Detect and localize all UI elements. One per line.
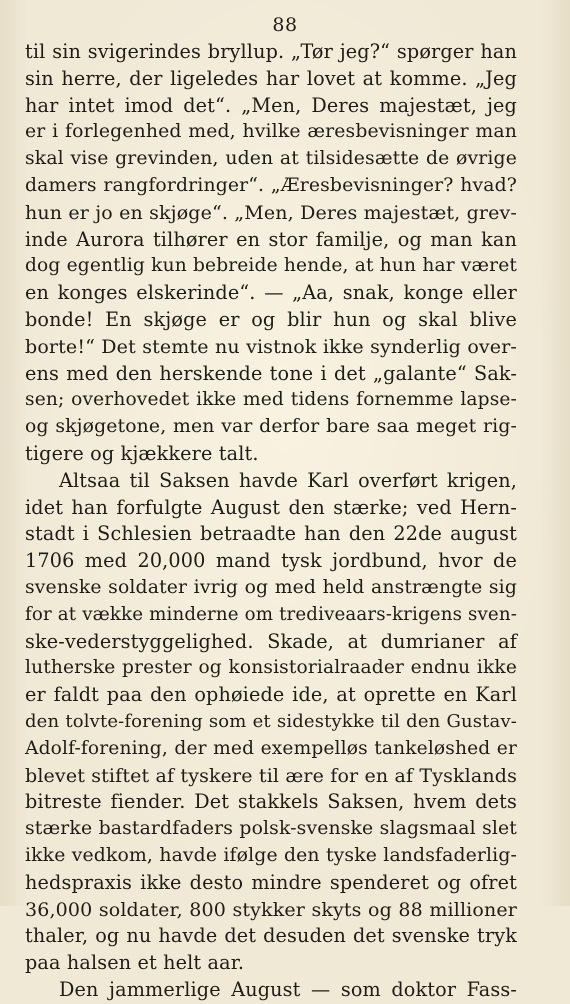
text-line: stærke bastardfaders polsk-svenske slagsmaal slet (25, 818, 517, 840)
text-line: Altsaa til Saksen havde Karl overført krigen, (59, 468, 517, 492)
text-line: 36,000 soldater, 800 stykker skyts og 88 millioner (25, 898, 517, 921)
text-line: 1706 med 20,000 mand tysk jordbund, hvor de (25, 549, 517, 573)
text-line: tigere og kjækkere talt. (25, 441, 259, 465)
text-line: sin herre, der ligeledes har lovet at komme. „Jeg (25, 66, 517, 90)
text-line: paa halsen et helt aar. (25, 951, 245, 975)
text-line: hedspraxis ikke desto mindre spenderet og ofret (25, 870, 517, 894)
text-line: inde Aurora tilhører en stor familje, og man kan (25, 227, 517, 251)
text-line: skal vise grevinden, uden at tilsidesætte de øvrige (25, 148, 517, 170)
text-line: ske-vederstyggelighed. Skade, at dumrianer af (25, 629, 517, 653)
text-line: sen; overhovedet ikke med tidens fornemme lapse- (25, 389, 517, 411)
text-line: svenske soldater ivrig og med held anstrængte sig (25, 576, 517, 598)
text-line: Den jammerlige August — som doktor Fass- (59, 977, 517, 1001)
text-line: til sin svigerindes bryllup. „Tør jeg?“ spørger han (25, 40, 517, 63)
text-line: idet han forfulgte August den stærke; ved Hern- (25, 495, 517, 519)
text-line: den tolvte-forening som et sidestykke til den Gustav- (25, 710, 517, 732)
text-line: lutherske prester og konsistorialraader endnu ikke (25, 657, 517, 679)
text-line: og skjøgetone, men var derfor bare saa meget rig- (25, 416, 517, 438)
page-number: 88 (272, 14, 298, 36)
body-text (25, 39, 517, 1004)
text-line: ens med den herskende tone i det „galante“ Sak- (25, 361, 517, 385)
text-line: er i forlegenhed med, hvilke æresbevisninger man (25, 121, 517, 143)
text-line: borte!“ Det stemte nu vistnok ikke synderlig over- (25, 335, 517, 358)
text-line: for at vække minderne om trediveaars-krigens sven- (25, 603, 517, 625)
text-line: bonde! En skjøge er og blir hun og skal blive (25, 307, 517, 331)
text-line: en konges elskerinde“. — „Aa, snak, konge eller (25, 281, 517, 305)
text-line: blevet stiftet af tyskere til ære for en af Tysklands (25, 764, 517, 787)
text-line: thaler, og nu havde det desuden det svenske tryk (25, 924, 517, 948)
text-line: er faldt paa den ophøiede ide, at oprette en Karl (25, 683, 517, 707)
text-line: stadt i Schlesien betraadte han den 22de august (25, 522, 517, 546)
text-line: ikke vedkom, havde ifølge den tyske landsfaderlig- (25, 844, 517, 866)
text-line: dog egentlig kun bebreide hende, at hun har været (25, 255, 517, 277)
text-line: bitreste fiender. Det stakkels Saksen, hvem dets (25, 790, 517, 814)
text-line: hun er jo en skjøge“. „Men, Deres majestæt, grev- (25, 201, 517, 224)
text-line: har intet imod det“. „Men, Deres majestæt, jeg (25, 93, 517, 117)
text-line: Adolf-forening, der med exempelløs tankeløshed er (25, 737, 517, 759)
text-line: damers rangfordringer“. „Æresbevisninger? hvad? (25, 174, 517, 196)
